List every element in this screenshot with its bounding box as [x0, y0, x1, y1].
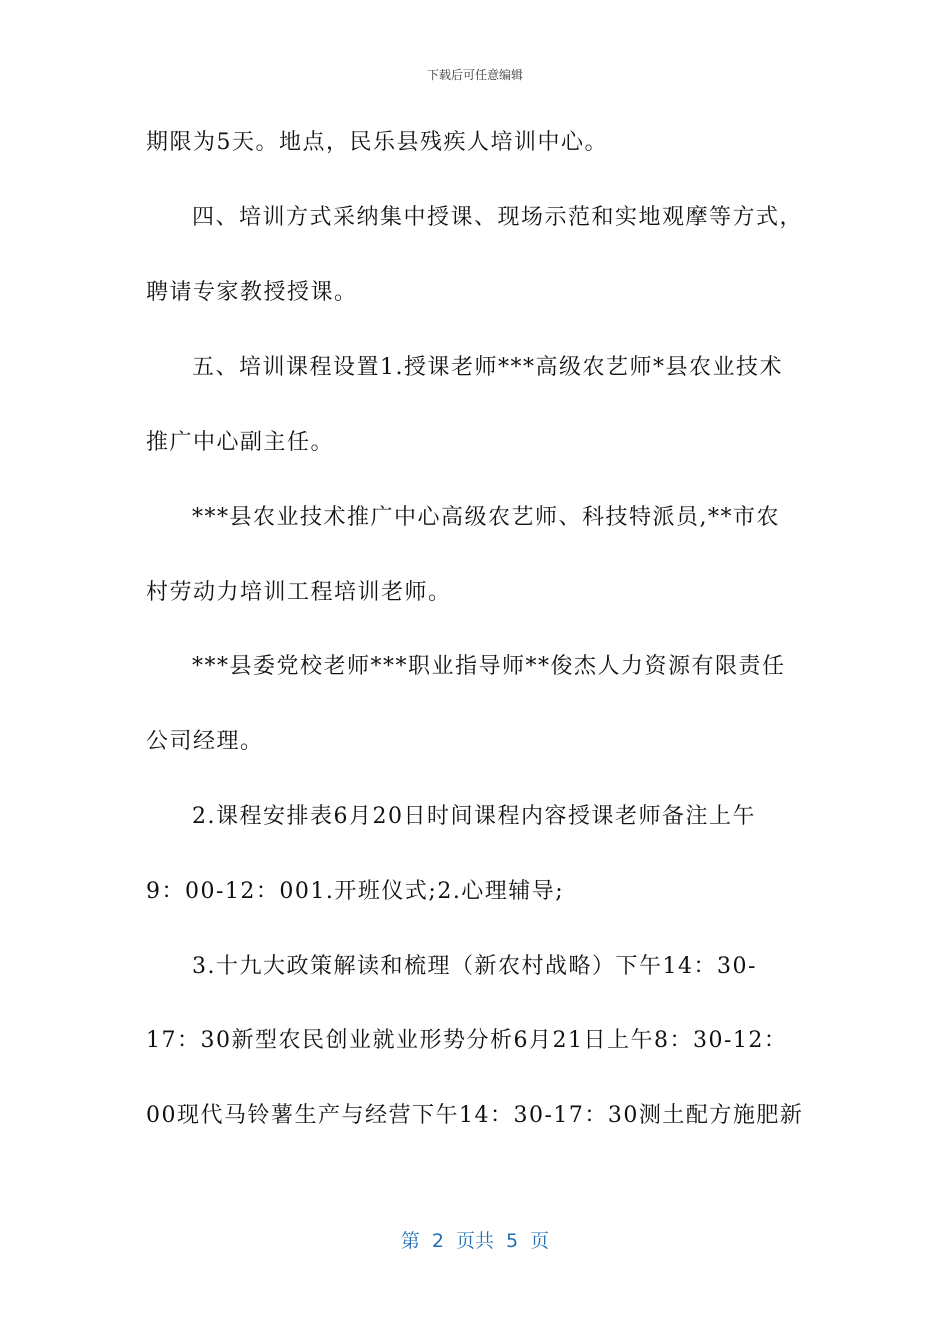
header-note: 下载后可任意编辑	[426, 68, 523, 82]
text-line: 公司经理。	[146, 729, 264, 754]
text-line: 聘请专家教授授课。	[146, 280, 358, 305]
text-line: 2.课程安排表6月20日时间课程内容授课老师备注上午	[192, 804, 756, 829]
page-label-mid: 页共	[455, 1230, 494, 1252]
text-line: 00现代马铃薯生产与经营下午14：30-17：30测土配方施肥新	[146, 1103, 804, 1128]
text-line: 17：30新型农民创业就业形势分析6月21日上午8：30-12：	[146, 1028, 788, 1053]
text-line: 四、培训方式采纳集中授课、现场示范和实地观摩等方式，	[192, 205, 804, 230]
text-line: 推广中心副主任。	[146, 430, 335, 455]
text-line: 村劳动力培训工程培训老师。	[146, 580, 452, 605]
current-page-number: 2	[431, 1230, 444, 1252]
page-label-suffix: 页	[530, 1230, 550, 1252]
total-pages-number: 5	[506, 1230, 519, 1252]
text-line: 3.十九大政策解读和梳理（新农村战略）下午14：30-	[192, 954, 757, 979]
page-label-prefix: 第	[400, 1230, 420, 1252]
text-line: 期限为5天。地点，民乐县残疾人培训中心。	[146, 130, 608, 155]
text-line: ***县委党校老师***职业指导师**俊杰人力资源有限责任	[192, 654, 786, 679]
text-line: 9：00-12：001.开班仪式;2.心理辅导;	[146, 879, 565, 904]
text-line: ***县农业技术推广中心高级农艺师、科技特派员,**市农	[192, 505, 780, 530]
page-footer	[0, 1226, 950, 1253]
text-line: 五、培训课程设置1.授课老师***高级农艺师*县农业技术	[192, 355, 783, 380]
